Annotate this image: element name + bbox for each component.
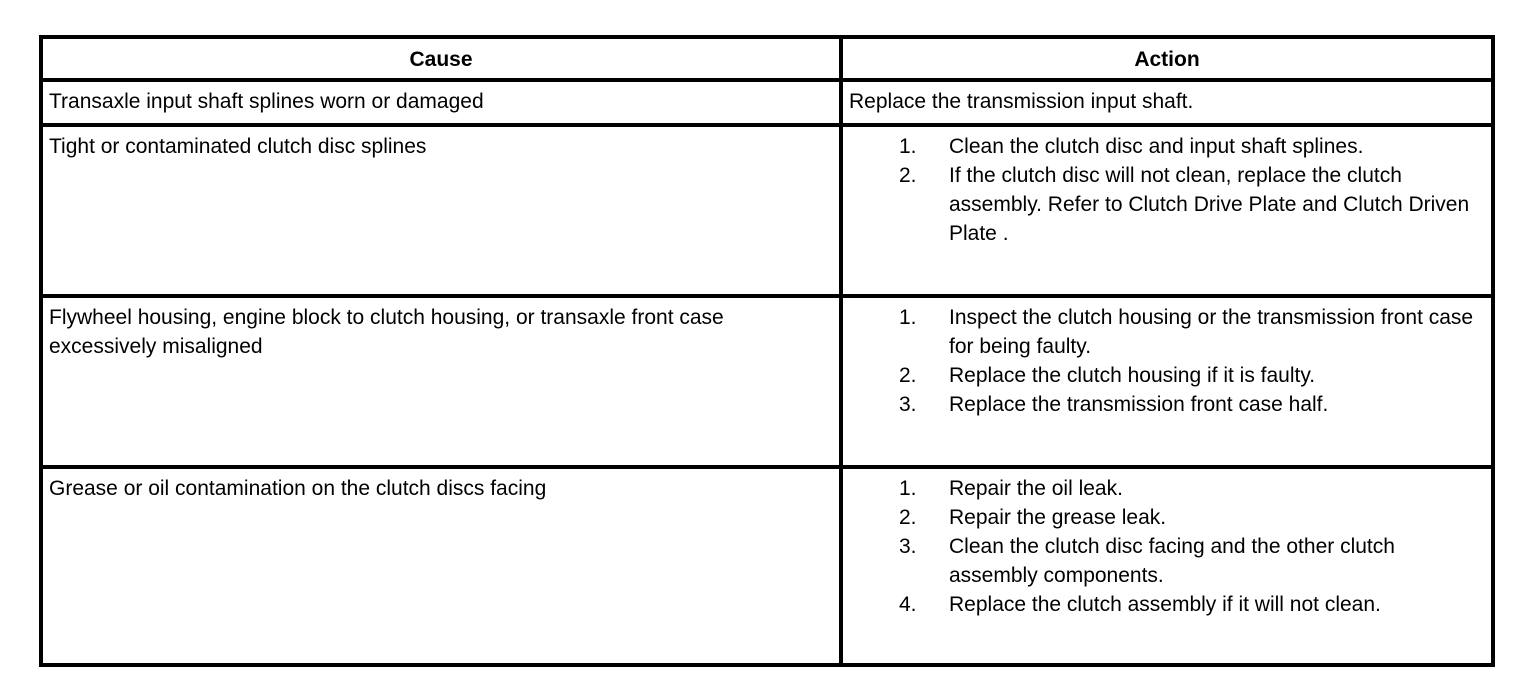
action-cell bbox=[841, 296, 1493, 467]
step-number: 3. bbox=[899, 535, 917, 558]
action-step bbox=[843, 161, 1491, 248]
action-cell bbox=[841, 125, 1493, 296]
action-step bbox=[843, 532, 1491, 590]
diagnosis-table bbox=[39, 35, 1495, 667]
cause-cell: Tight or contaminated clutch disc splines bbox=[41, 125, 841, 296]
action-step bbox=[843, 503, 1491, 532]
action-step bbox=[843, 361, 1491, 390]
step-number: 1. bbox=[899, 135, 917, 158]
step-number: 2. bbox=[899, 506, 917, 529]
step-text: Inspect the clutch housing or the transmission front case for being faulty. bbox=[949, 306, 1474, 358]
step-number: 3. bbox=[899, 393, 917, 416]
table-row bbox=[41, 296, 1493, 467]
step-text: Replace the clutch housing if it is faulty. bbox=[949, 364, 1316, 387]
cause-cell: Flywheel housing, engine block to clutch housing, or transaxle front case excessively misaligned bbox=[41, 296, 841, 467]
cause-column-header: Cause bbox=[41, 37, 841, 80]
table-row bbox=[41, 467, 1493, 665]
action-column-header: Action bbox=[841, 37, 1493, 80]
action-step bbox=[843, 132, 1491, 161]
action-step bbox=[843, 303, 1491, 361]
step-number: 4. bbox=[899, 593, 917, 616]
action-step bbox=[843, 590, 1491, 619]
action-step bbox=[843, 390, 1491, 419]
header-row bbox=[41, 37, 1493, 80]
step-text: Repair the grease leak. bbox=[949, 506, 1167, 529]
step-number: 2. bbox=[899, 164, 917, 187]
step-text: If the clutch disc will not clean, replace the clutch assembly. Refer to Clutch Drive Plate and Clutch Driven Plate . bbox=[949, 164, 1470, 245]
action-steps-list bbox=[843, 298, 1491, 419]
step-number: 1. bbox=[899, 477, 917, 500]
step-text: Clean the clutch disc facing and the other clutch assembly components. bbox=[949, 535, 1395, 587]
action-step bbox=[843, 474, 1491, 503]
action-steps-list bbox=[843, 127, 1491, 248]
step-number: 2. bbox=[899, 364, 917, 387]
step-text: Repair the oil leak. bbox=[949, 477, 1123, 500]
step-text: Replace the transmission front case half. bbox=[949, 393, 1329, 416]
cause-cell: Grease or oil contamination on the clutch discs facing bbox=[41, 467, 841, 665]
step-text: Replace the clutch assembly if it will not clean. bbox=[949, 593, 1381, 616]
table-row bbox=[41, 125, 1493, 296]
action-cell bbox=[841, 467, 1493, 665]
action-cell: Replace the transmission input shaft. bbox=[841, 80, 1493, 125]
step-text: Clean the clutch disc and input shaft splines. bbox=[949, 135, 1364, 158]
step-number: 1. bbox=[899, 306, 917, 329]
action-steps-list bbox=[843, 469, 1491, 619]
cause-cell: Transaxle input shaft splines worn or damaged bbox=[41, 80, 841, 125]
table-row bbox=[41, 80, 1493, 125]
